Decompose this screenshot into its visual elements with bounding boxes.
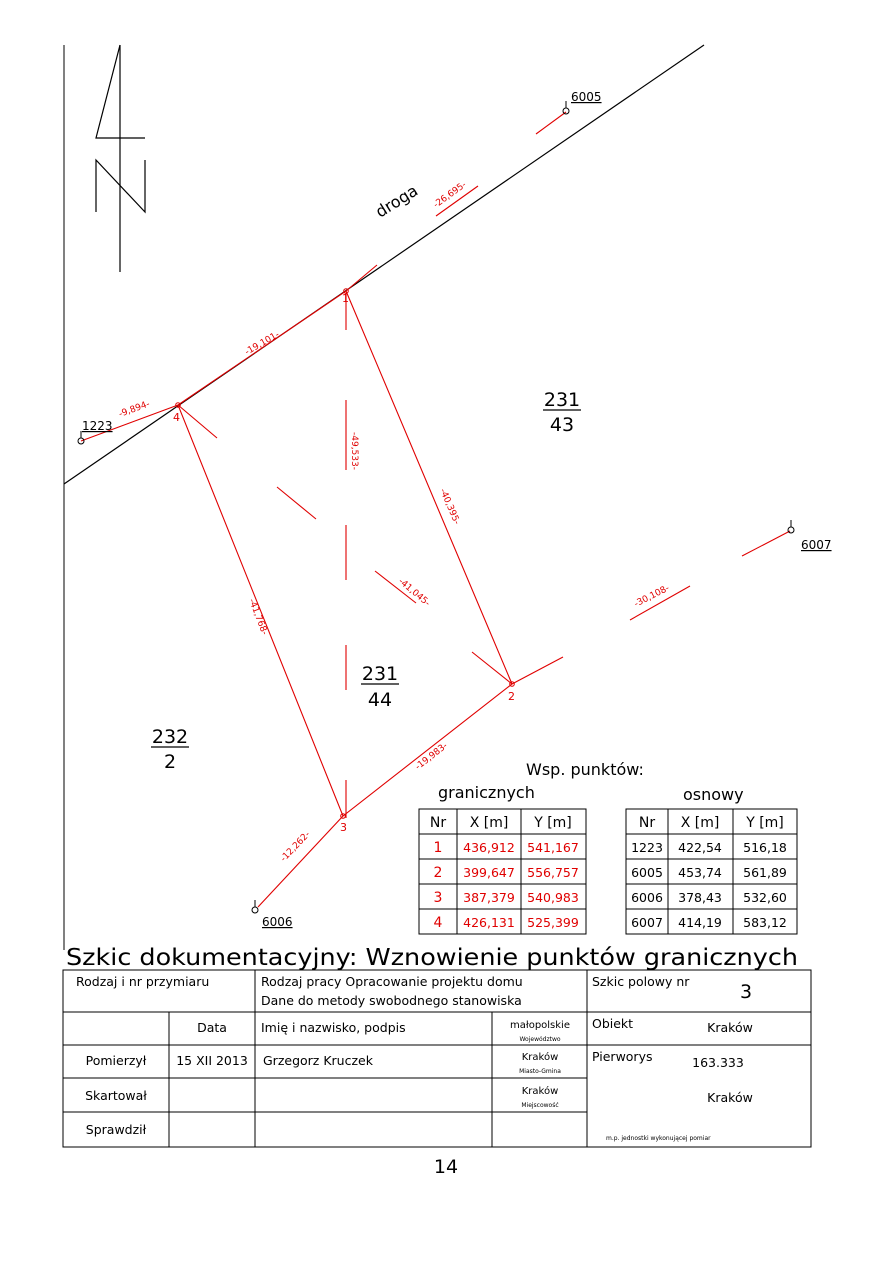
obiekt-value: Kraków: [707, 1020, 753, 1035]
rodzaj-przymiaru-label: Rodzaj i nr przymiaru: [76, 974, 210, 989]
control-label-6005: 6005: [571, 90, 602, 104]
page-number: 14: [433, 1156, 459, 1178]
table-cell: 583,12: [743, 915, 787, 930]
boundary-table-text: [430, 815, 579, 931]
table-cell: 414,19: [678, 915, 722, 930]
szkic-polowy-number: 3: [740, 981, 753, 1003]
distance-label: -41,768-: [246, 597, 270, 637]
parcel-numerator: 231: [543, 389, 581, 411]
parcel-denominator: 2: [163, 751, 177, 773]
distance-label: -30,108-: [632, 583, 672, 610]
wojewodztwo-label: Województwo: [519, 1036, 561, 1043]
table-cell: 532,60: [743, 890, 787, 905]
szkic-polowy-label: Szkic polowy nr: [592, 974, 690, 989]
coordinates-section: [419, 760, 797, 934]
pierworys-label: Pierworys: [592, 1049, 653, 1064]
point-markers: [176, 289, 515, 819]
table-header: Y [m]: [534, 815, 572, 831]
table-cell: 541,167: [527, 840, 579, 855]
coords-title: Wsp. punktów:: [526, 760, 644, 779]
point-label-1: 1: [342, 292, 349, 305]
distance-label: -40,395-: [437, 487, 462, 527]
road-line: [64, 45, 704, 484]
table-cell: 556,757: [527, 865, 579, 880]
data-label: Data: [197, 1020, 227, 1035]
parcel-number-232-2: [151, 726, 189, 773]
table-header: Nr: [638, 815, 656, 831]
distance-label: -26,695-: [431, 180, 469, 211]
gmina-label: Miasto-Gmina: [519, 1068, 561, 1075]
table-cell: 453,74: [678, 865, 722, 880]
boundary-table-title: granicznych: [438, 783, 535, 802]
table-cell: 561,89: [743, 865, 787, 880]
pomierzyl-label: Pomierzył: [85, 1053, 147, 1068]
parcel-numerator: 232: [151, 726, 189, 748]
parcel-denominator: 44: [367, 689, 393, 711]
skartowal-label: Skartował: [85, 1088, 147, 1103]
table-cell: 6006: [631, 890, 663, 905]
gmina-value: Kraków: [521, 1052, 559, 1063]
table-cell: 516,18: [743, 840, 787, 855]
table-cell: 6005: [631, 865, 663, 880]
table-cell: 2: [433, 865, 443, 881]
control-label-1223: 1223: [82, 419, 113, 433]
point-label-3: 3: [340, 821, 347, 834]
distance-label: -12,262-: [278, 829, 313, 865]
wojewodztwo-value: małopolskie: [509, 1020, 571, 1031]
pomierzyl-name: Grzegorz Kruczek: [263, 1053, 373, 1068]
obiekt-label: Obiekt: [592, 1016, 634, 1031]
table-cell: 1223: [631, 840, 663, 855]
distance-label: -41,045-: [396, 576, 432, 609]
pomierzyl-date: 15 XII 2013: [176, 1053, 248, 1068]
parcel-number-231-44: [361, 663, 399, 711]
point-label-4: 4: [173, 411, 180, 424]
table-header: X [m]: [469, 815, 509, 831]
parcel-denominator: 43: [549, 414, 575, 436]
distance-label: -19,983-: [413, 741, 450, 773]
table-cell: 3: [433, 890, 443, 906]
miejscowosc-label: Miejscowość: [521, 1102, 559, 1109]
table-cell: 399,647: [463, 865, 515, 880]
sprawdzil-label: Sprawdził: [85, 1122, 147, 1137]
control-table-title: osnowy: [683, 785, 744, 804]
table-cell: 1: [433, 840, 443, 856]
title-block-text: [76, 974, 753, 1142]
table-cell: 436,912: [463, 840, 515, 855]
table-header: Y [m]: [746, 815, 784, 831]
table-cell: 525,399: [527, 915, 579, 930]
distance-label: -19,101-: [243, 329, 282, 358]
mp-label: m.p. jednostki wykonującej pomiar: [606, 1135, 711, 1142]
point-label-2: 2: [508, 690, 515, 703]
table-cell: 6007: [631, 915, 663, 930]
title-block: [63, 945, 811, 1147]
parcel-number-231-43: [543, 389, 581, 436]
table-cell: 540,983: [527, 890, 579, 905]
parcel-numerator: 231: [361, 663, 399, 685]
control-label-6006: 6006: [262, 915, 293, 929]
north-arrow: [96, 45, 145, 272]
table-cell: 422,54: [678, 840, 722, 855]
distance-label: -49,533-: [349, 432, 359, 470]
table-cell: 426,131: [463, 915, 515, 930]
table-cell: 4: [433, 915, 443, 931]
rodzaj-pracy-line1: Rodzaj pracy Opracowanie projektu domu: [261, 974, 523, 989]
table-header: X [m]: [680, 815, 720, 831]
road-label: droga: [372, 180, 422, 222]
miejscowosc-value: Kraków: [521, 1086, 559, 1097]
distance-label: -9,894-: [117, 399, 152, 420]
sketch-title: Szkic dokumentacyjny: Wznowienie punktów granicznych: [66, 945, 798, 971]
control-label-6007: 6007: [801, 538, 832, 552]
table-header: Nr: [429, 815, 447, 831]
table-cell: 387,379: [463, 890, 515, 905]
control-table-text: [631, 815, 787, 930]
imie-nazwisko-label: Imię i nazwisko, podpis: [261, 1020, 406, 1035]
rodzaj-pracy-line2: Dane do metody swobodnego stanowiska: [261, 993, 522, 1008]
pierworys-value: 163.333: [692, 1055, 744, 1070]
jednostka-value: Kraków: [707, 1090, 753, 1105]
table-cell: 378,43: [678, 890, 722, 905]
